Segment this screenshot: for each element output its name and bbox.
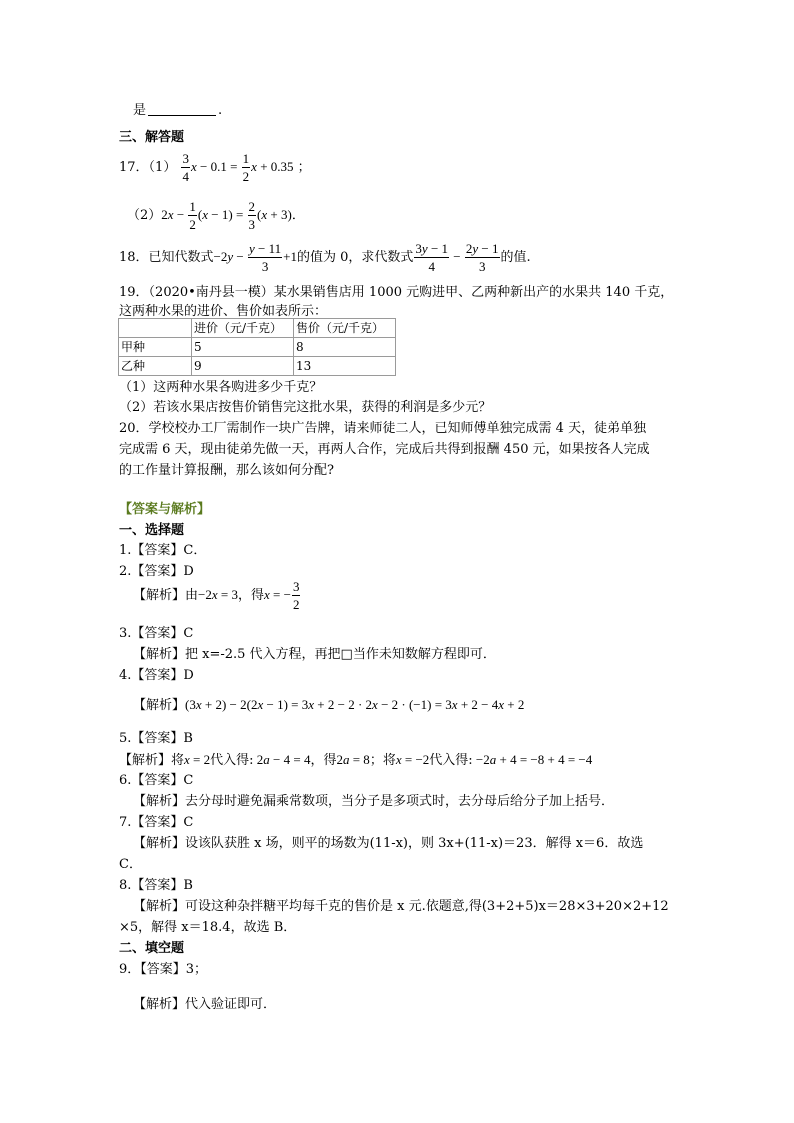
answer-2: 2.【答案】D bbox=[119, 564, 194, 579]
section-choice-heading: 一、选择题 bbox=[119, 523, 185, 538]
fraction: $\frac{3}{2}$ bbox=[292, 579, 300, 612]
answer-3-explanation: 【解析】把 x=-2.5 代入方程，再把□当作未知数解方程即可． bbox=[133, 647, 496, 662]
fraction: $\frac{2}{3}$ bbox=[248, 199, 256, 232]
answer-1: 1.【答案】C． bbox=[119, 543, 207, 558]
answers-header: 【答案与解析】 bbox=[119, 502, 211, 517]
q18: 18．已知代数式−2y − $\frac{y - 11}{3}$ +1的值为 0，求代数式 $\frac{3y - 1}{4}$ − $\frac{2y - 1}{3}$ 的值. bbox=[119, 241, 531, 274]
q20-line3: 的工作量计算报酬，那么该如何分配? bbox=[119, 463, 334, 478]
fraction: $\frac{y - 11}{3}$ bbox=[249, 241, 282, 274]
q16-tail bbox=[133, 101, 222, 121]
table-cell: 5 bbox=[192, 338, 294, 357]
answer-7: 7.【答案】C bbox=[119, 815, 194, 830]
a5-exp-b: ，得 bbox=[310, 753, 337, 768]
answer-9-explanation: 【解析】代入验证即可． bbox=[133, 997, 277, 1012]
answer-6: 6.【答案】C bbox=[119, 773, 194, 788]
answer-4: 4.【答案】D bbox=[119, 668, 194, 683]
table-cell: 13 bbox=[294, 357, 396, 376]
a5-exp-pre: 【解析】将 bbox=[119, 753, 185, 768]
table-header-cell: 进价（元/千克） bbox=[192, 319, 294, 338]
answer-8-explanation-1: 【解析】可设这种杂拌糖平均每千克的售价是 x 元.依题意,得(3+2+5)x＝28×3+20×2+12 bbox=[133, 899, 669, 914]
q17-part1: 17．（1） $\frac{3}{4}$ x − 0.1 = $\frac{1}{2}$ x + 0.35 ； bbox=[119, 151, 311, 184]
q16-text: 是 bbox=[133, 103, 147, 118]
q18-mid: 的值为 0，求代数式 bbox=[297, 250, 414, 265]
answer-6-explanation: 【解析】去分母时避免漏乘常数项，当分子是多项式时，去分母后给分子加上括号． bbox=[133, 794, 615, 809]
a2-exp-mid: ，得 bbox=[237, 588, 264, 603]
q19-line1: 19．（2020•南丹县一模）某水果销售店用 1000 元购进甲、乙两种新出产的水果共 140 千克， bbox=[119, 285, 674, 300]
q20-line2: 完成需 6 天，现由徒弟先做一天，再两人合作，完成后共得到报酬 450 元，如果按各人完成 bbox=[119, 442, 650, 457]
q16-end: . bbox=[218, 103, 223, 118]
a2-exp-pre: 【解析】由 bbox=[133, 588, 199, 603]
answer-9: 9．【答案】3； bbox=[119, 962, 208, 977]
fraction: $\frac{1}{2}$ bbox=[189, 199, 196, 232]
q17-number: 17．（1） bbox=[119, 160, 177, 175]
section-fill-heading: 二、填空题 bbox=[119, 941, 185, 956]
fraction: $\frac{1}{2}$ bbox=[242, 151, 250, 184]
answer-4-explanation: 【解析】(3x + 2) − 2(2x − 1) = 3x + 2 − 2 · 2x − 2 · (−1) = 3x + 2 − 4x + 2 bbox=[133, 697, 525, 713]
q19-sub2: （2）若该水果店按售价销售完这批水果，获得的利润是多少元？ bbox=[119, 400, 492, 415]
table-header-row bbox=[119, 319, 396, 338]
answer-5: 5.【答案】B bbox=[119, 731, 193, 746]
a5-exp-d: 代入得: bbox=[429, 753, 473, 768]
table-header-cell bbox=[119, 319, 192, 338]
answer-5-explanation: 【解析】将x = 2代入得: 2a − 4 = 4，得2a = 8；将x = −2代入得: −2a + 4 = −8 + 4 = −4 bbox=[119, 752, 593, 768]
table-row bbox=[119, 338, 396, 357]
q20-line1: 20．学校校办工厂需制作一块广告牌，请来师徒二人，已知师傅单独完成需 4 天，徒弟单独 bbox=[119, 421, 647, 436]
answer-8-explanation-2: ×5，解得 x＝18.4，故选 B． bbox=[119, 920, 297, 935]
fraction: $\frac{3y - 1}{4}$ bbox=[415, 241, 449, 274]
fraction: $\frac{3}{4}$ bbox=[182, 151, 189, 184]
table-row bbox=[119, 357, 396, 376]
fruit-price-table bbox=[118, 318, 396, 376]
a5-exp-c: ；将 bbox=[369, 753, 396, 768]
q17-part2-label: （2） bbox=[127, 208, 162, 223]
table-cell: 甲种 bbox=[119, 338, 192, 357]
answer-blank bbox=[148, 101, 216, 116]
q19-sub1: （1）这两种水果各购进多少千克？ bbox=[119, 380, 323, 395]
fraction: $\frac{2y - 1}{3}$ bbox=[465, 241, 499, 274]
q17-part2: （2）2x − $\frac{1}{2}$ (x − 1) = $\frac{2}{3}$ (x + 3)． bbox=[127, 199, 305, 232]
answer-8: 8.【答案】B bbox=[119, 878, 193, 893]
q18-prefix: 18．已知代数式 bbox=[119, 250, 214, 265]
answer-2-explanation: 【解析】由−2x = 3，得x = − $\frac{3}{2}$ bbox=[133, 579, 300, 612]
a5-exp-a: 代入得: bbox=[210, 753, 254, 768]
table-cell: 8 bbox=[294, 338, 396, 357]
answer-7-explanation-2: C． bbox=[119, 857, 142, 872]
answer-3: 3.【答案】C bbox=[119, 626, 194, 641]
table-header-cell: 售价（元/千克） bbox=[294, 319, 396, 338]
a4-exp-pre: 【解析】 bbox=[133, 698, 186, 713]
table-cell: 乙种 bbox=[119, 357, 192, 376]
answer-7-explanation-1: 【解析】设该队获胜 x 场，则平的场数为(11-x)，则 3x+(11-x)＝23．解得 x＝6．故选 bbox=[133, 836, 644, 851]
q19-line2: 这两种水果的进价、售价如表所示： bbox=[119, 304, 328, 319]
section-solve-heading: 三、解答题 bbox=[119, 130, 185, 145]
table-cell: 9 bbox=[192, 357, 294, 376]
q18-suffix: 的值. bbox=[500, 250, 531, 265]
